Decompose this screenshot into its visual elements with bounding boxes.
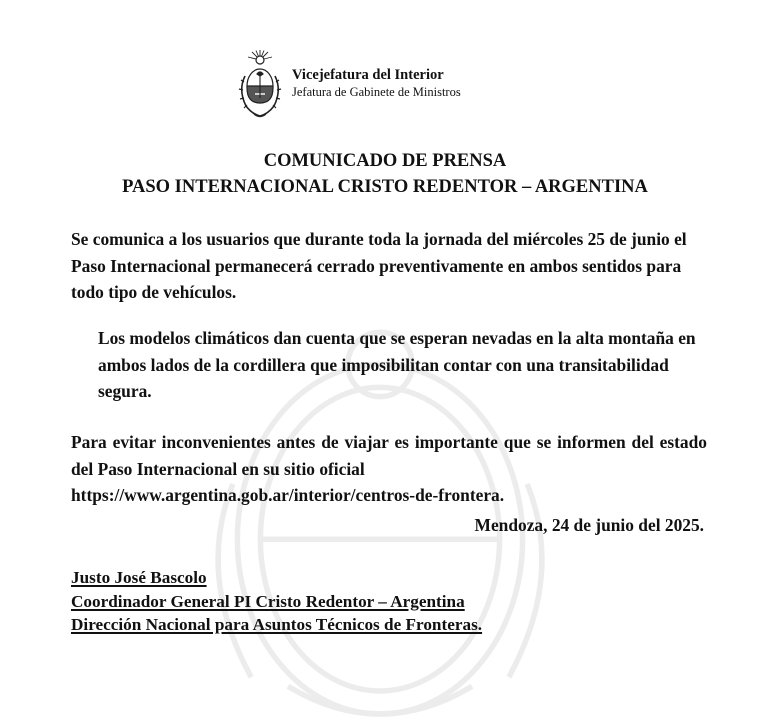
signatory-department: Dirección Nacional para Asuntos Técnicos de Fronteras. bbox=[71, 615, 483, 634]
agency-parent: Jefatura de Gabinete de Ministros bbox=[292, 85, 461, 99]
signatory-name: Justo José Bascolo bbox=[71, 568, 207, 587]
coat-of-arms-icon bbox=[236, 48, 284, 120]
signatory-position: Coordinador General PI Cristo Redentor – Argentina bbox=[71, 591, 465, 611]
document-title bbox=[0, 148, 760, 200]
place-date: Mendoza, 24 de junio del 2025. bbox=[474, 515, 704, 535]
title-line-2: PASO INTERNACIONAL CRISTO REDENTOR – ARGENTINA bbox=[122, 177, 648, 197]
title-line-1: COMUNICADO DE PRENSA bbox=[263, 151, 507, 171]
info-url: https://www.argentina.gob.ar/interior/centros-de-frontera. bbox=[71, 485, 505, 505]
letterhead bbox=[236, 48, 461, 120]
paragraph-closure-notice: Se comunica a los usuarios que durante toda la jornada del miércoles 25 de junio el Paso Internacional permanecerá cerrado preventivamente en ambos sentidos para todo tipo de vehículos. bbox=[71, 229, 687, 302]
paragraph-weather: Los modelos climáticos dan cuenta que se esperan nevadas en la alta montaña en ambos lados de la cordillera que imposibilitan contar con una transitabilidad segura. bbox=[98, 328, 696, 401]
signature-block bbox=[71, 566, 482, 637]
paragraph-info-text: Para evitar inconvenientes antes de viajar es importante que se informen del estado del Paso Internacional en su sitio oficial bbox=[71, 432, 707, 479]
agency-name: Vicejefatura del Interior bbox=[292, 67, 444, 83]
paragraph-info bbox=[71, 429, 707, 509]
